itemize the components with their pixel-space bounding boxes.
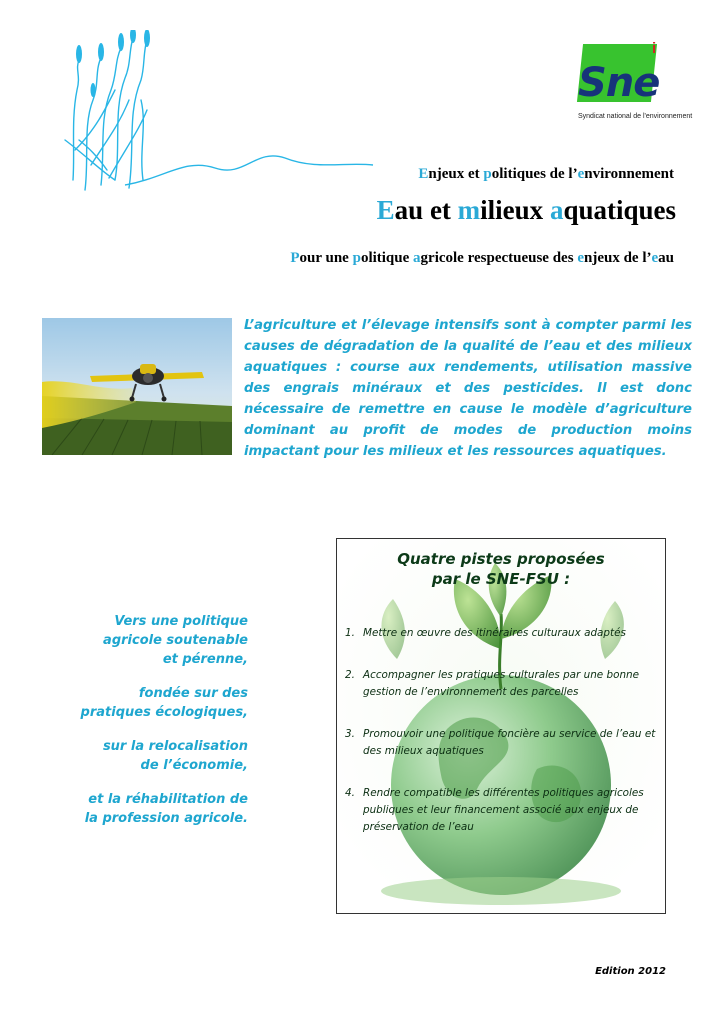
logo-tagline: Syndicat national de l'environnement — [578, 113, 693, 120]
series-run: e — [577, 166, 585, 182]
crop-duster-photo — [42, 318, 232, 455]
side-quote-line: sur la relocalisation — [102, 739, 248, 754]
side-quote-line: fondée sur des — [138, 686, 248, 701]
box-title-line1: Quatre pistes proposées — [397, 550, 605, 568]
intro-paragraph: L’agriculture et l’élevage intensifs sont à compter parmi les causes de dégradation de la qualité de l’eau et des milieux aquatiques : course aux rendements, utilisation massive des engrais minéraux et des pesticides. Il est donc nécessaire de remettre en cause le modèle d’agriculture dominant au profit de modes de production moins impactant pour les milieux et les ressources aquatiques. — [244, 318, 692, 459]
subtitle-run: our une — [299, 250, 353, 266]
box-title-line2: par le SNE-FSU : — [431, 570, 571, 588]
subtitle-run: a — [413, 250, 421, 266]
subtitle-run: au — [658, 250, 674, 266]
title-run: E — [376, 195, 395, 225]
subtitle-run: olitique — [360, 250, 414, 266]
side-quote-line: agricole soutenable — [103, 633, 248, 648]
side-quote-line: et pérenne, — [162, 652, 248, 667]
side-quote-line: pratiques écologiques, — [80, 705, 248, 720]
side-quote-paragraph — [60, 684, 248, 722]
proposal-item — [345, 667, 657, 701]
subtitle-run: gricole respectueuse des — [420, 250, 578, 266]
proposal-text: Accompagner les pratiques culturales par une bonne gestion de l’environnement des parcelles — [363, 669, 640, 698]
proposal-item — [345, 726, 657, 760]
subtitle-run: e — [577, 250, 584, 266]
proposal-number: 2. — [345, 669, 355, 681]
proposal-number: 1. — [345, 627, 355, 639]
subtitle-run: e — [651, 250, 659, 266]
series-run: E — [418, 166, 429, 182]
reeds-drawing — [55, 30, 375, 195]
side-quote-line: de l’économie, — [140, 758, 248, 773]
side-quote-paragraph — [60, 737, 248, 775]
proposal-text: Rendre compatible les différentes politiques agricoles publiques et leur financement associé aux enjeux de préservation de l’eau — [363, 787, 644, 833]
series-run: olitiques de l’ — [491, 166, 578, 182]
series-run: nvironnement — [584, 166, 674, 182]
subtitle-run: njeux de l’ — [583, 250, 652, 266]
series-heading — [418, 166, 674, 183]
side-quote-line: et la réhabilitation de — [88, 792, 248, 807]
title-run: au et — [394, 195, 458, 225]
page-subtitle — [290, 250, 674, 267]
title-run: a — [549, 195, 564, 225]
edition-label: Edition 2012 — [595, 966, 666, 977]
page-title — [377, 195, 676, 226]
title-run: m — [457, 195, 481, 225]
proposal-number: 3. — [345, 728, 355, 740]
side-quote-paragraph — [60, 612, 248, 669]
side-quote-paragraph — [60, 790, 248, 828]
proposal-item — [345, 785, 657, 836]
title-run: ilieux — [480, 195, 550, 225]
proposal-text: Mettre en œuvre des itinéraires culturaux adaptés — [363, 627, 626, 639]
proposal-number: 4. — [345, 787, 355, 799]
series-run: p — [483, 166, 492, 182]
side-quote — [60, 612, 248, 843]
proposals-box — [336, 538, 666, 914]
side-quote-line: Vers une politique — [114, 614, 248, 629]
sne-logo — [572, 40, 693, 128]
side-quote-line: la profession agricole. — [84, 811, 248, 826]
logo-mark: i — [652, 40, 657, 57]
proposal-item — [345, 625, 657, 642]
box-title — [337, 549, 665, 589]
title-run: quatiques — [563, 195, 676, 225]
subtitle-run: p — [352, 250, 361, 266]
subtitle-run: P — [290, 250, 300, 266]
logo-name: Sne — [578, 60, 660, 106]
series-run: njeux et — [428, 166, 484, 182]
proposals-list — [345, 625, 657, 861]
proposal-text: Promouvoir une politique foncière au service de l’eau et des milieux aquatiques — [363, 728, 656, 757]
